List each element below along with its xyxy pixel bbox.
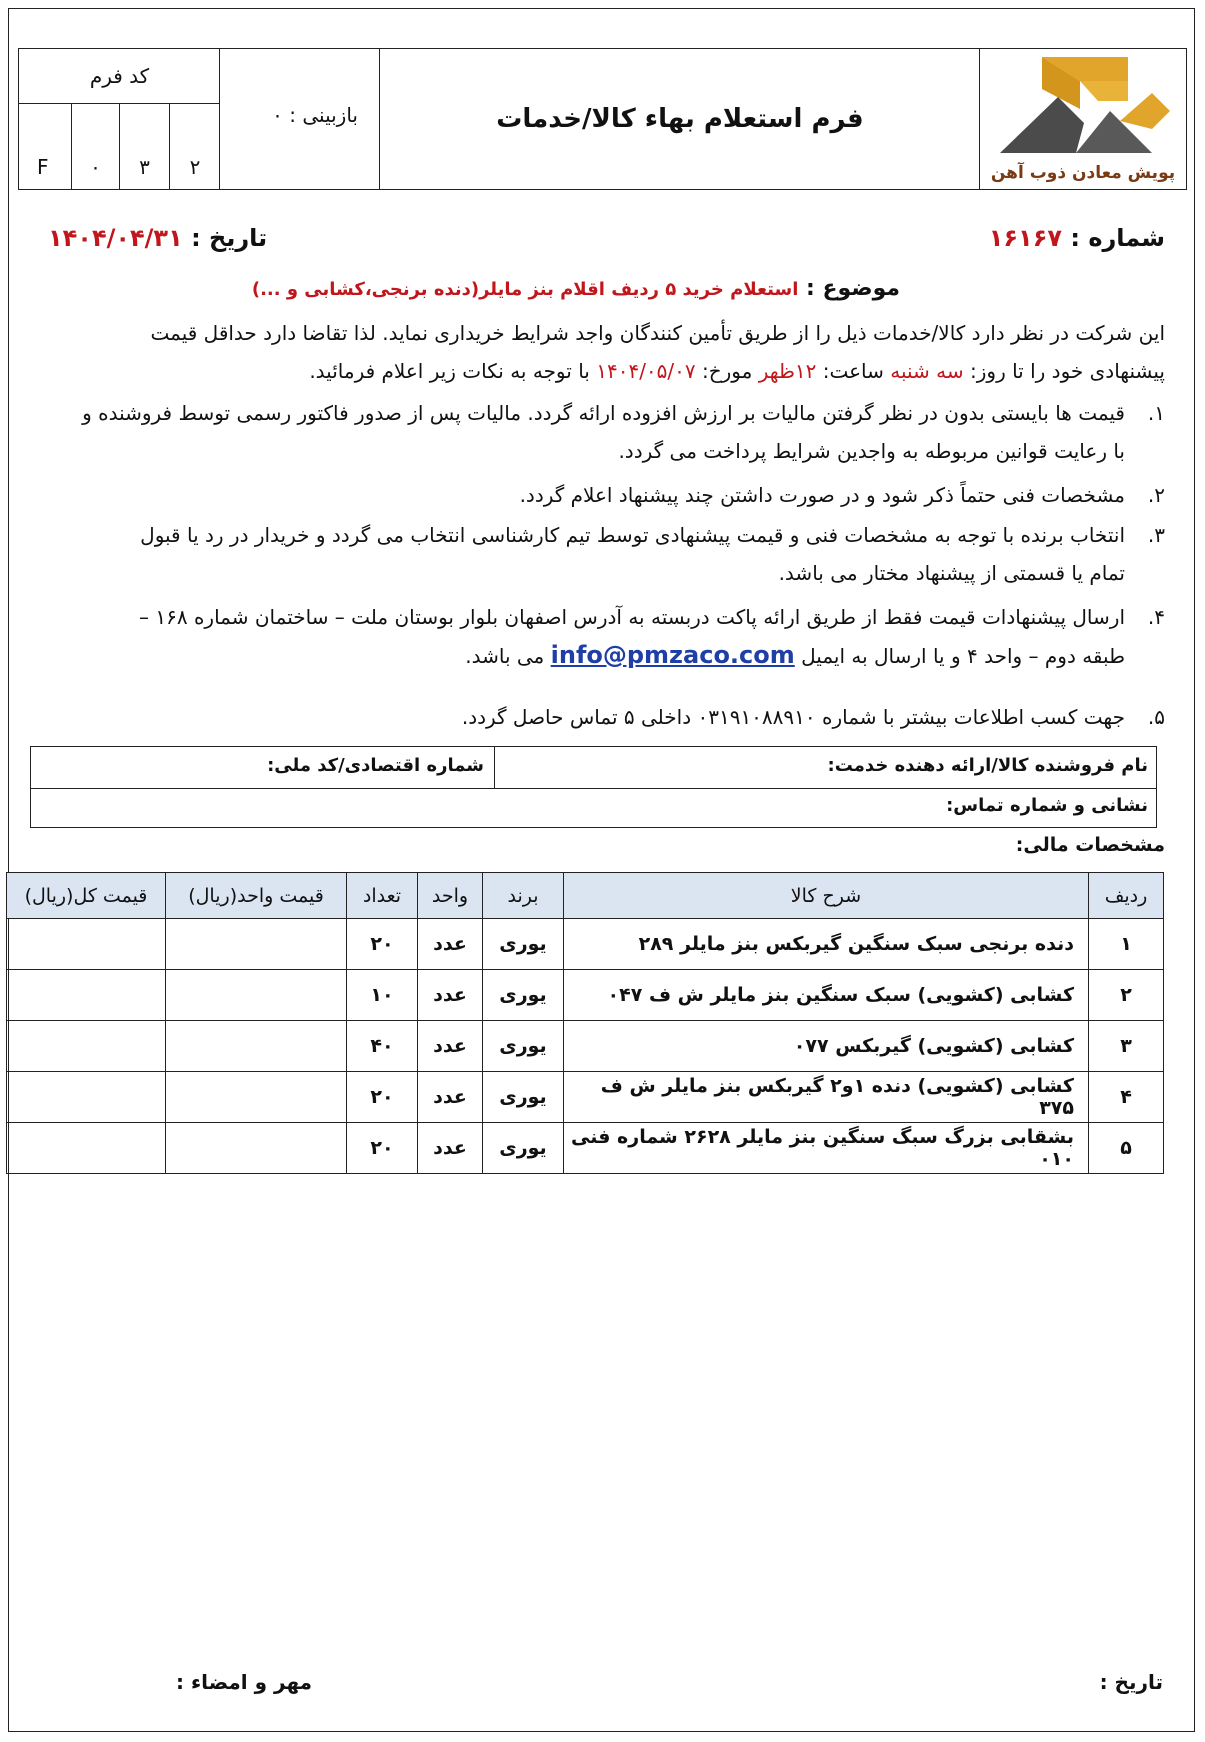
table-row: ۳ کشابی (کشویی) گیربکس ۰۷۷ یوری عدد ۴۰ <box>7 1021 1164 1072</box>
table-row: ۲ کشابی (کشویی) سبک سنگین بنز مایلر ش ف ۰۴۷ یوری عدد ۱۰ <box>7 970 1164 1021</box>
page-border <box>8 8 1195 1732</box>
col-total-price: قیمت کل(ریال) <box>7 873 166 919</box>
items-table <box>6 872 1164 1174</box>
clause-5: ۵.جهت کسب اطلاعات بیشتر با شماره ۰۳۱۹۱۰۸۸۹۱۰ داخلی ۵ تماس حاصل گردد. <box>461 705 1165 729</box>
economic-code-label: شماره اقتصادی/کد ملی: <box>267 755 484 776</box>
revision-cell <box>219 49 380 189</box>
seller-name-label: نام فروشنده کالا/ارائه دهنده خدمت: <box>827 755 1148 776</box>
intro-paragraph: این شرکت در نظر دارد کالا/خدمات ذیل را از طریق تأمین کنندگان واجد شرایط خریداری نماید. لذا تقاضا دارد حداقل قیمت پیشنهادی خود را تا روز: سه شنبه ساعت: ۱۲ظهر مورخ: ۱۴۰۴/۰۵/۰۷ با توجه به نکات زیر اعلام فرمائید. <box>150 321 1165 383</box>
letter-number: شماره : ۱۶۱۶۷ <box>988 224 1165 252</box>
footer-date-label: تاریخ : <box>1099 1670 1163 1694</box>
form-code-digit: ۲ <box>169 103 220 189</box>
letter-date: تاریخ : ۱۴۰۴/۰۴/۳۱ <box>48 224 268 252</box>
seller-info-box <box>30 746 1157 828</box>
col-unit: واحد <box>418 873 483 919</box>
form-title: فرم استعلام بهاء کالا/خدمات <box>379 49 980 189</box>
col-brand: برند <box>483 873 564 919</box>
table-header-row <box>7 873 1164 919</box>
clause-1: ۱.قیمت ها بایستی بدون در نظر گرفتن مالیات بر ارزش افزوده ارائه گردد. مالیات پس از صدور فاکتور رسمی توسط فروشنده و با رعایت قوانین مربوطه به واجدین شرایط پرداخت می گردد. <box>82 401 1165 463</box>
form-code-label: کد فرم <box>19 49 220 104</box>
table-row: ۴ کشابی (کشویی) دنده ۱و۲ گیربکس بنز مایلر ش ف ۳۷۵ یوری عدد ۲۰ <box>7 1072 1164 1123</box>
form-code-digit: F <box>37 155 49 179</box>
clause-2: ۲.مشخصات فنی حتماً ذکر شود و در صورت داشتن چند پیشنهاد اعلام گردد. <box>519 483 1165 507</box>
signature-label: مهر و امضاء : <box>176 1670 313 1694</box>
revision-label: بازبینی : ۰ <box>272 103 358 127</box>
logo-icon <box>980 49 1186 161</box>
table-row: ۱ دنده برنجی سبک سنگین گیربکس بنز مایلر ۲۸۹ یوری عدد ۲۰ <box>7 919 1164 970</box>
company-name: پویش معادن ذوب آهن <box>990 163 1176 183</box>
address-label: نشانی و شماره تماس: <box>946 795 1148 816</box>
form-header <box>18 48 1187 190</box>
financial-label: مشخصات مالی: <box>1015 834 1165 856</box>
form-code-digit: ۳ <box>119 103 169 189</box>
email-link[interactable]: info@pmzaco.com <box>550 641 795 669</box>
col-row: ردیف <box>1089 873 1164 919</box>
company-logo <box>979 49 1186 189</box>
clause-3: ۳.انتخاب برنده با توجه به مشخصات فنی و قیمت پیشنهادی توسط تیم کارشناسی انتخاب می گردد و خریدار در رد یا قبول تمام یا قسمتی از پیشنهاد مختار می باشد. <box>140 523 1165 585</box>
form-code-digit: ۰ <box>71 103 119 189</box>
form-code-cell <box>19 49 220 189</box>
col-unit-price: قیمت واحد(ریال) <box>166 873 347 919</box>
col-qty: تعداد <box>347 873 418 919</box>
subject: موضوع : استعلام خرید ۵ ردیف اقلام بنز مایلر(دنده برنجی،کشابی و ...) <box>251 276 900 301</box>
col-description: شرح کالا <box>564 873 1089 919</box>
table-row: ۵ بشقابی بزرگ سبگ سنگین بنز مایلر ۲۶۲۸ شماره فنی ۰۱۰ یوری عدد ۲۰ <box>7 1123 1164 1174</box>
clause-4: ۴.ارسال پیشنهادات قیمت فقط از طریق ارائه پاکت دربسته به آدرس اصفهان بلوار بوستان ملت – ساختمان شماره ۱۶۸ – طبقه دوم – واحد ۴ و یا ارسال به ایمیل info@pmzaco.com می باشد. <box>139 605 1165 669</box>
